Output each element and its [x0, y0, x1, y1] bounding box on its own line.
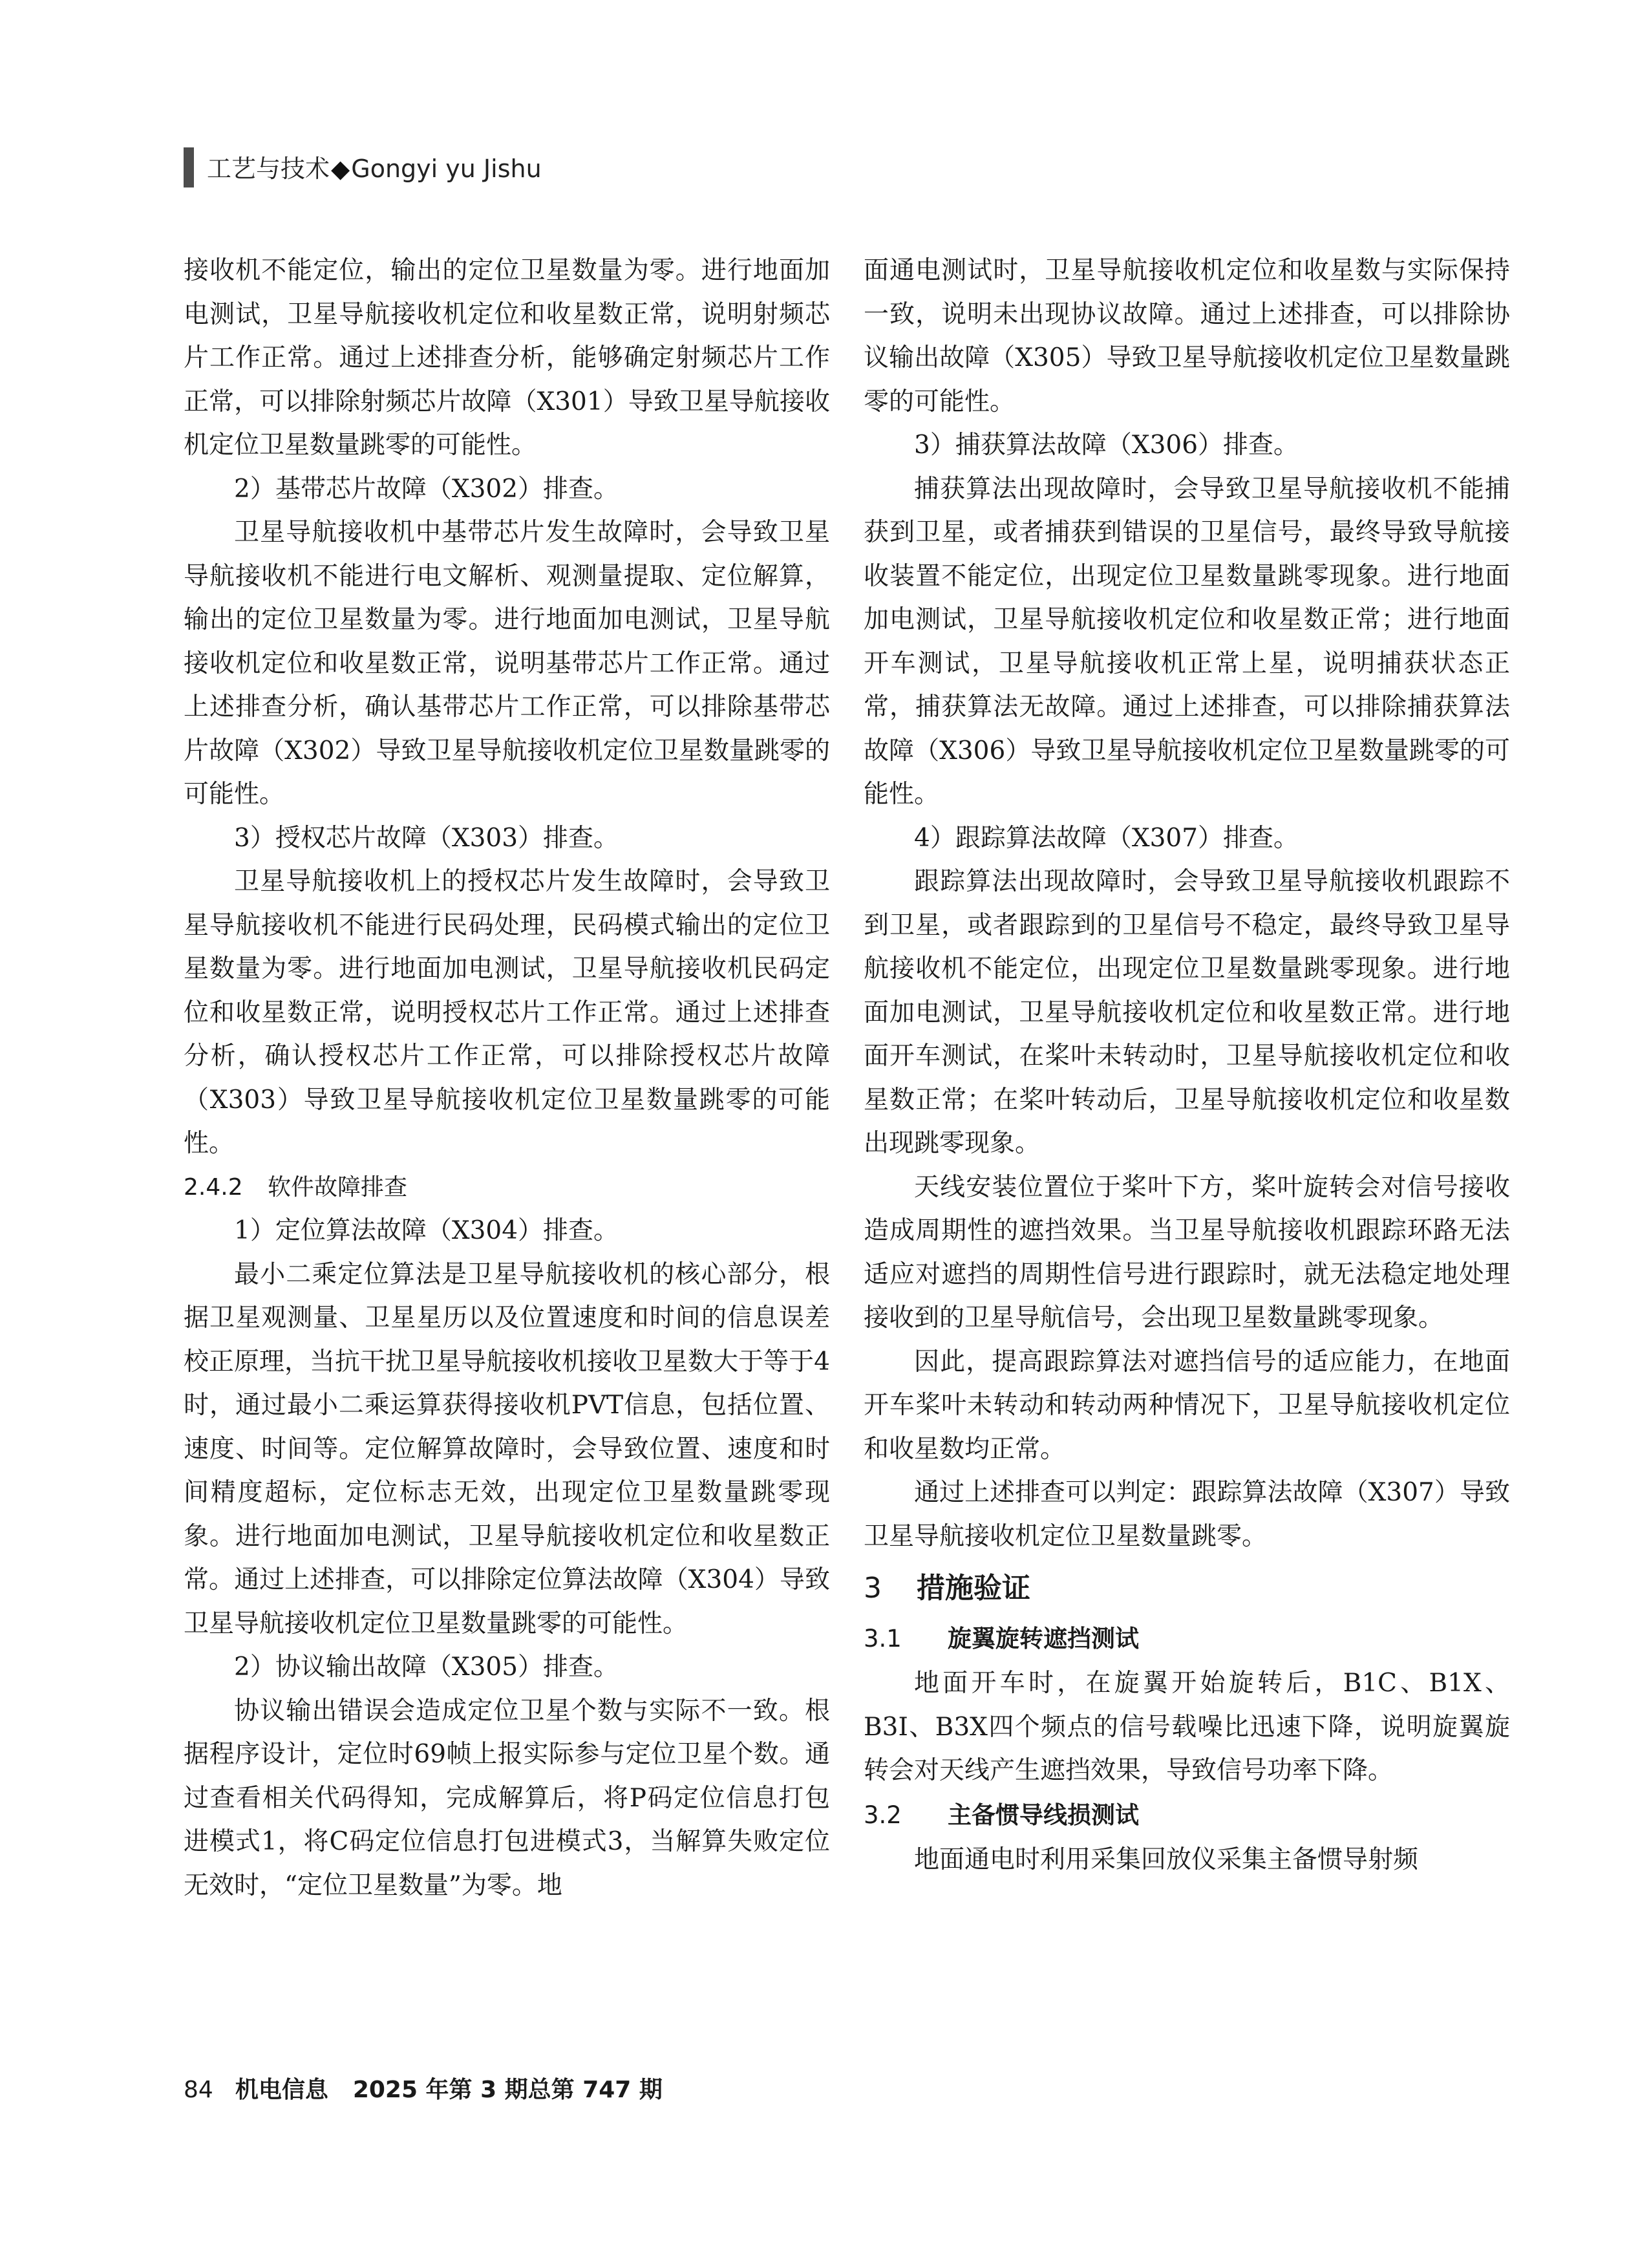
issue-info: 2025 年第 3 期总第 747 期: [352, 2077, 663, 2103]
page-footer: [184, 2071, 663, 2104]
paragraph: 2）协议输出故障（X305）排查。: [234, 1653, 619, 1682]
subsection-heading: [864, 1616, 1510, 1662]
heading-text: 旋翼旋转遮挡测试: [948, 1625, 1139, 1653]
running-header: [207, 149, 542, 184]
page-number: 84: [184, 2077, 213, 2103]
paragraph: 协议输出错误会造成定位卫星个数与实际不一致。根据程序设计，定位时69帧上报实际参与定位卫星个数。通过查看相关代码得知，完成解算后，将P码定位信息打包进模式1，将C码定位信息打包进模式3，当解算失败定位无效时，“定位卫星数量”为零。地: [184, 1696, 830, 1900]
subsection-heading: [184, 1166, 830, 1210]
paragraph: 1）定位算法故障（X304）排查。: [234, 1216, 619, 1245]
paragraph: 4）跟踪算法故障（X307）排查。: [914, 823, 1299, 853]
header-section-pinyin: Gongyi yu Jishu: [351, 155, 542, 183]
left-column: [184, 249, 830, 1907]
paragraph: 因此，提高跟踪算法对遮挡信号的适应能力，在地面开车桨叶未转动和转动两种情况下，卫星导航接收机定位和收星数均正常。: [864, 1347, 1510, 1464]
paragraph: 天线安装位置位于桨叶下方，桨叶旋转会对信号接收造成周期性的遮挡效果。当卫星导航接收机跟踪环路无法适应对遮挡的周期性信号进行跟踪时，就无法稳定地处理接收到的卫星导航信号，会出现卫星数量跳零现象。: [864, 1172, 1510, 1332]
journal-name: 机电信息: [235, 2077, 328, 2103]
heading-text: 措施验证: [917, 1572, 1030, 1605]
paragraph: 最小二乘定位算法是卫星导航接收机的核心部分，根据卫星观测量、卫星星历以及位置速度和时间的信息误差校正原理，当抗干扰卫星导航接收机接收卫星数大于等于4时，通过最小二乘运算获得接收机PVT信息，包括位置、速度、时间等。定位解算故障时，会导致位置、速度和时间精度超标，定位标志无效，出现定位卫星数量跳零现象。进行地面加电测试，卫星导航接收机定位和收星数正常。通过上述排查，可以排除定位算法故障（X304）导致卫星导航接收机定位卫星数量跳零的可能性。: [184, 1259, 830, 1638]
heading-number: 2.4.2: [184, 1173, 243, 1201]
heading-number: 3.2: [864, 1801, 902, 1829]
heading-number: 3.1: [864, 1625, 902, 1653]
paragraph: 卫星导航接收机中基带芯片发生故障时，会导致卫星导航接收机不能进行电文解析、观测量提取、定位解算，输出的定位卫星数量为零。进行地面加电测试，卫星导航接收机定位和收星数正常，说明基带芯片工作正常。通过上述排查分析，确认基带芯片工作正常，可以排除基带芯片故障（X302）导致卫星导航接收机定位卫星数量跳零的可能性。: [184, 518, 830, 809]
paragraph: 通过上述排查可以判定：跟踪算法故障（X307）导致卫星导航接收机定位卫星数量跳零。: [864, 1478, 1510, 1551]
paragraph: 2）基带芯片故障（X302）排查。: [234, 474, 619, 504]
paragraph: 3）授权芯片故障（X303）排查。: [234, 823, 619, 853]
heading-number: 3: [864, 1572, 882, 1605]
heading-text: 软件故障排查: [268, 1173, 408, 1201]
paragraph: 接收机不能定位，输出的定位卫星数量为零。进行地面加电测试，卫星导航接收机定位和收星数正常，说明射频芯片工作正常。通过上述排查分析，能够确定射频芯片工作正常，可以排除射频芯片故障（X301）导致卫星导航接收机定位卫星数量跳零的可能性。: [184, 256, 830, 460]
paragraph: 地面通电时利用采集回放仪采集主备惯导射频: [914, 1845, 1419, 1874]
heading-text: 主备惯导线损测试: [948, 1801, 1139, 1829]
paragraph: 捕获算法出现故障时，会导致卫星导航接收机不能捕获到卫星，或者捕获到错误的卫星信号，最终导致导航接收装置不能定位，出现定位卫星数量跳零现象。进行地面加电测试，卫星导航接收机定位和收星数正常；进行地面开车测试，卫星导航接收机正常上星，说明捕获状态正常，捕获算法无故障。通过上述排查，可以排除捕获算法故障（X306）导致卫星导航接收机定位卫星数量跳零的可能性。: [864, 474, 1510, 809]
paragraph: 跟踪算法出现故障时，会导致卫星导航接收机跟踪不到卫星，或者跟踪到的卫星信号不稳定，最终导致卫星导航接收机不能定位，出现定位卫星数量跳零现象。进行地面加电测试，卫星导航接收机定位和收星数正常。进行地面开车测试，在桨叶未转动时，卫星导航接收机定位和收星数正常；在桨叶转动后，卫星导航接收机定位和收星数出现跳零现象。: [864, 867, 1510, 1158]
subsection-heading: [864, 1793, 1510, 1838]
paragraph: 地面开车时，在旋翼开始旋转后，B1C、B1X、B3I、B3X四个频点的信号载噪比迅速下降，说明旋翼旋转会对天线产生遮挡效果，导致信号功率下降。: [864, 1669, 1510, 1785]
paragraph: 3）捕获算法故障（X306）排查。: [914, 431, 1299, 460]
header-section-cn: 工艺与技术: [207, 155, 330, 183]
header-bar: [184, 147, 194, 187]
paragraph: 卫星导航接收机上的授权芯片发生故障时，会导致卫星导航接收机不能进行民码处理，民码模式输出的定位卫星数量为零。进行地面加电测试，卫星导航接收机民码定位和收星数正常，说明授权芯片工作正常。通过上述排查分析，确认授权芯片工作正常，可以排除授权芯片故障（X303）导致卫星导航接收机定位卫星数量跳零的可能性。: [184, 867, 830, 1158]
header-separator: ◆: [331, 155, 350, 183]
paragraph: 面通电测试时，卫星导航接收机定位和收星数与实际保持一致，说明未出现协议故障。通过上述排查，可以排除协议输出故障（X305）导致卫星导航接收机定位卫星数量跳零的可能性。: [864, 256, 1510, 416]
section-heading: [864, 1566, 1510, 1611]
right-column: [864, 249, 1510, 1881]
